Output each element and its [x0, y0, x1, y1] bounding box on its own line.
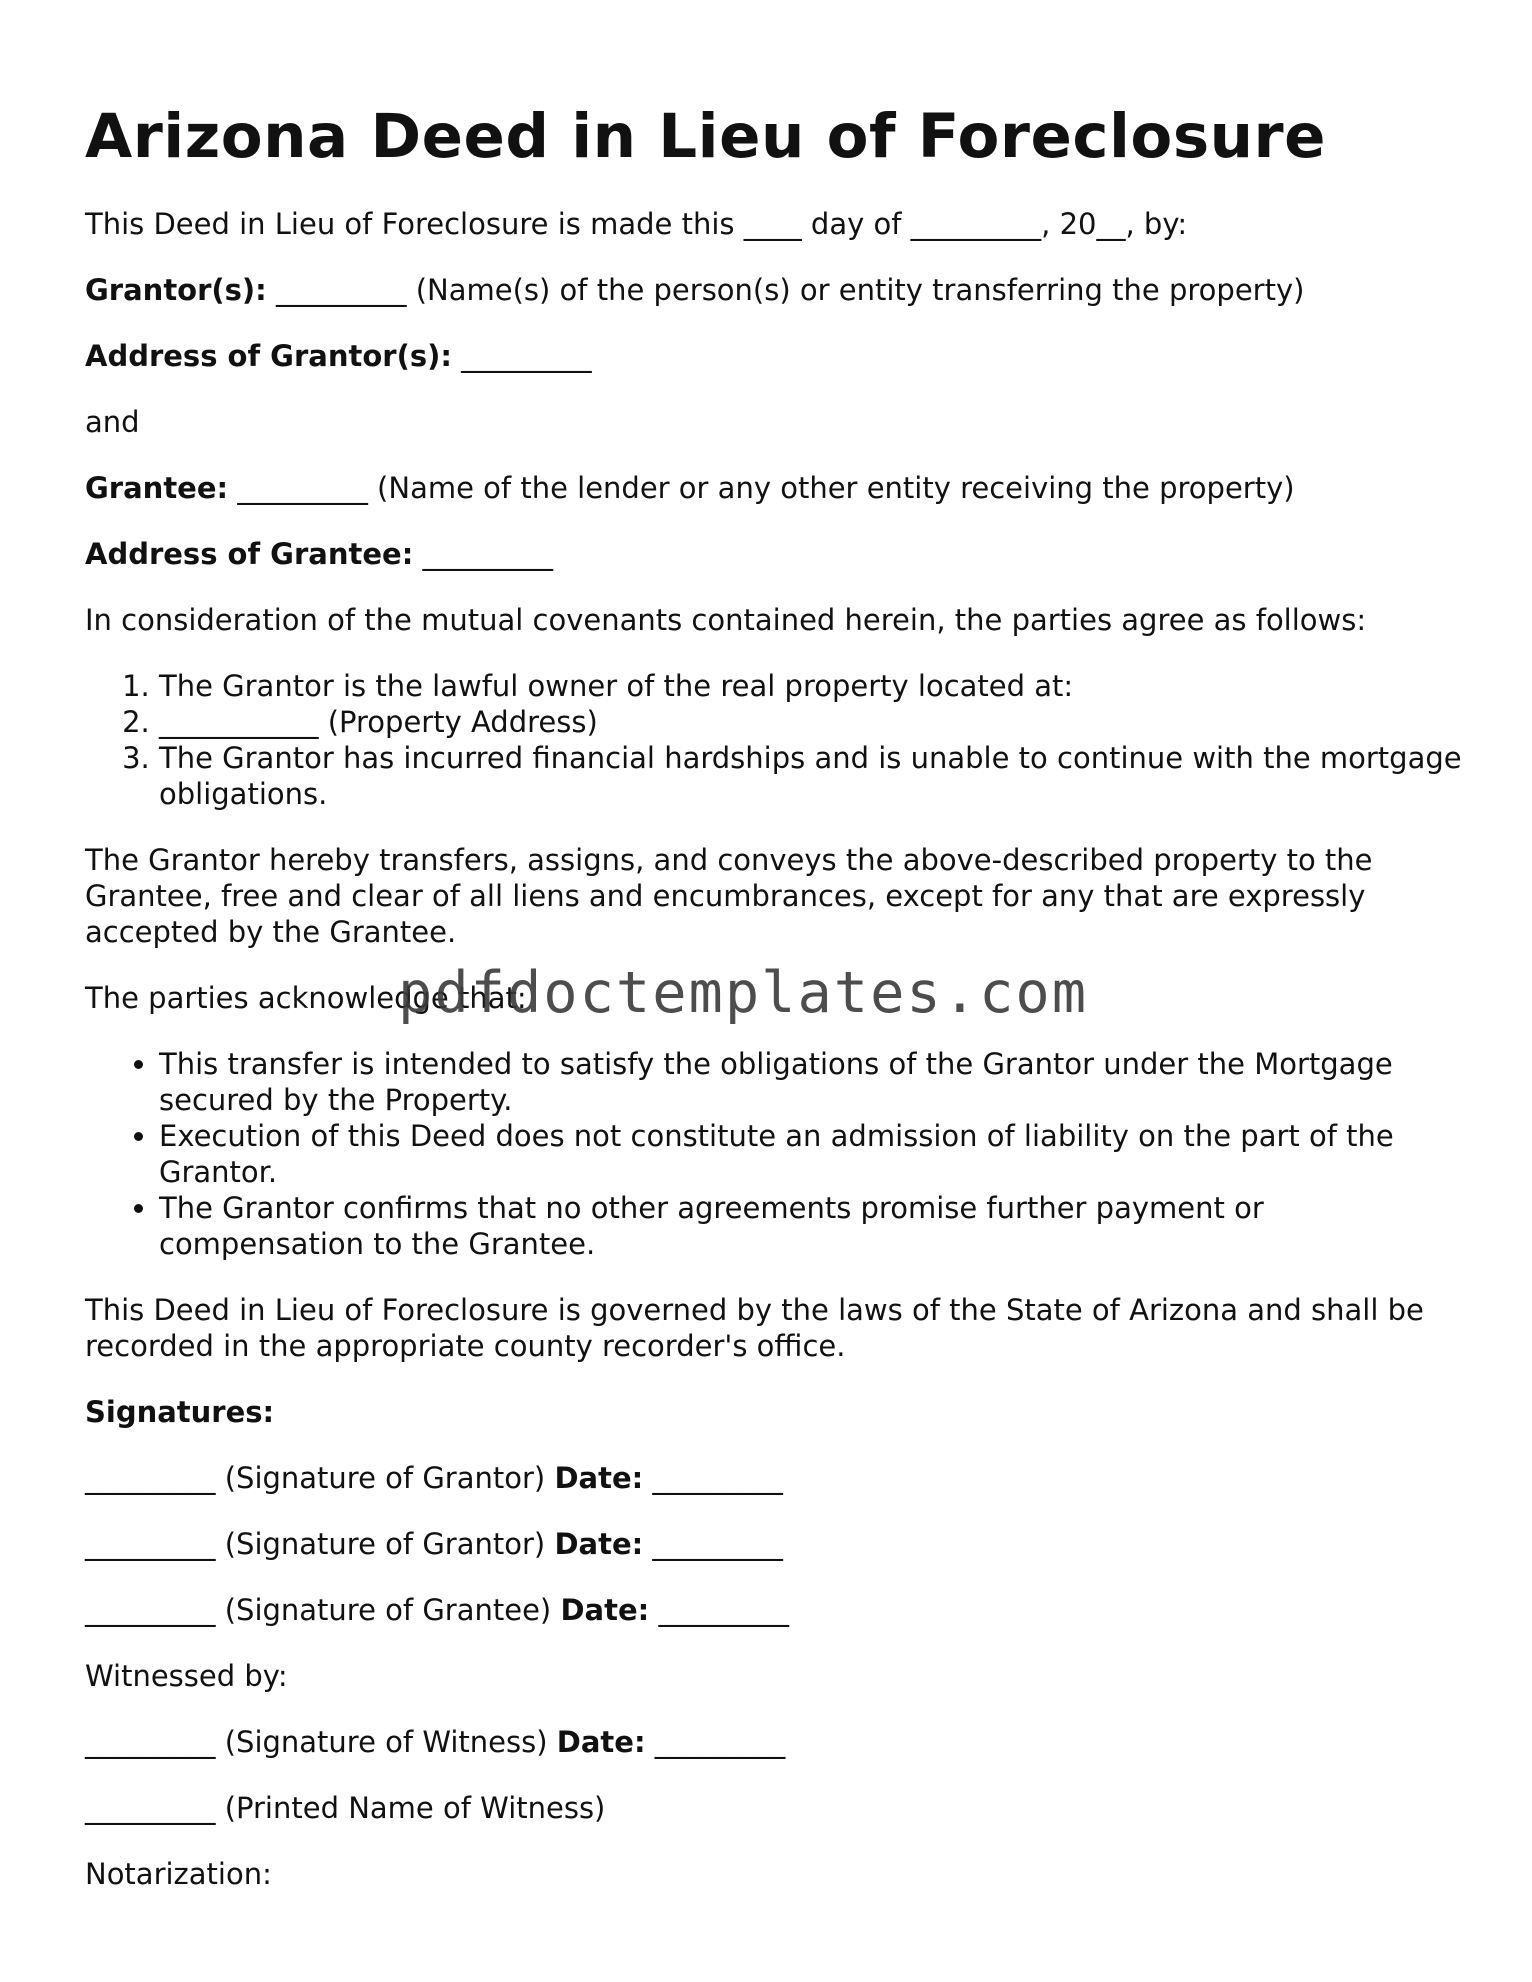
- signature-text: _________ (Signature of Grantee): [85, 1593, 561, 1627]
- date-label: Date:: [554, 1461, 644, 1495]
- witness-printed-name-line: _________ (Printed Name of Witness): [85, 1791, 606, 1825]
- and-text: and: [85, 405, 140, 439]
- date-blank: _________: [645, 1725, 786, 1759]
- grantee-text: _________ (Name of the lender or any other entity receiving the property): [228, 471, 1295, 505]
- signatures-heading-text: Signatures:: [85, 1395, 275, 1429]
- signature-line-grantee: [85, 1592, 1465, 1628]
- grantor-address-label: Address of Grantor(s):: [85, 339, 452, 373]
- grantor-address-text: _________: [451, 339, 592, 373]
- numbered-item: 2. ___________ (Property Address): [159, 704, 1465, 740]
- watermark: pdfdoctemplates.com: [398, 960, 1089, 1026]
- signature-text: _________ (Signature of Grantor): [85, 1527, 555, 1561]
- date-label: Date:: [554, 1527, 644, 1561]
- signature-line-grantor-1: [85, 1460, 1465, 1496]
- signatures-heading: [85, 1394, 1465, 1430]
- signature-line-grantor-2: [85, 1526, 1465, 1562]
- intro-line: This Deed in Lieu of Foreclosure is made this ____ day of _________, 20__, by:: [85, 207, 1188, 241]
- grantee-address-label: Address of Grantee:: [85, 537, 414, 571]
- acknowledge-line: The parties acknowledge that:: [85, 981, 527, 1015]
- grantor-text: _________ (Name(s) of the person(s) or entity transferring the property): [266, 273, 1305, 307]
- witness-signature-text: _________ (Signature of Witness): [85, 1725, 557, 1759]
- date-label: Date:: [560, 1593, 650, 1627]
- transfer-paragraph: The Grantor hereby transfers, assigns, and conveys the above-described property to the Grantee, free and clear of all liens and encumbrances, except for any that are expressly accepted by the Grantee.: [85, 843, 1373, 949]
- grantee-line: [85, 470, 1465, 506]
- date-blank: _________: [649, 1593, 789, 1627]
- consideration-paragraph: In consideration of the mutual covenants contained herein, the parties agree as follows:: [85, 603, 1367, 637]
- witness-signature-line: [85, 1724, 1465, 1760]
- grantee-label: Grantee:: [85, 471, 229, 505]
- witnessed-by: Witnessed by:: [85, 1659, 288, 1693]
- grantor-address-line: [85, 338, 1465, 374]
- date-blank: _________: [643, 1527, 783, 1561]
- grantor-label: Grantor(s):: [85, 273, 267, 307]
- date-label: Date:: [556, 1725, 646, 1759]
- numbered-item: 3. The Grantor has incurred financial hardships and is unable to continue with the mortgage obligations.: [159, 740, 1465, 812]
- bullet-item: • This transfer is intended to satisfy the obligations of the Grantor under the Mortgage secured by the Property.: [159, 1046, 1465, 1118]
- signature-text: _________ (Signature of Grantor): [85, 1461, 555, 1495]
- grantor-line: [85, 272, 1465, 308]
- numbered-list: [85, 668, 1465, 812]
- bullet-item: • Execution of this Deed does not constitute an admission of liability on the part of the Grantor.: [159, 1118, 1465, 1190]
- numbered-item: 1. The Grantor is the lawful owner of the real property located at:: [159, 668, 1465, 704]
- bullet-list: [85, 1046, 1465, 1262]
- grantee-address-line: [85, 536, 1465, 572]
- bullet-item: • The Grantor confirms that no other agreements promise further payment or compensation to the Grantee.: [159, 1190, 1465, 1262]
- grantee-address-text: _________: [413, 537, 554, 571]
- governing-law-paragraph: This Deed in Lieu of Foreclosure is governed by the laws of the State of Arizona and shall be recorded in the appropriate county recorder's office.: [85, 1293, 1424, 1363]
- notarization-label: Notarization:: [85, 1857, 272, 1891]
- date-blank: _________: [643, 1461, 783, 1495]
- document-title: Arizona Deed in Lieu of Foreclosure: [85, 101, 1327, 172]
